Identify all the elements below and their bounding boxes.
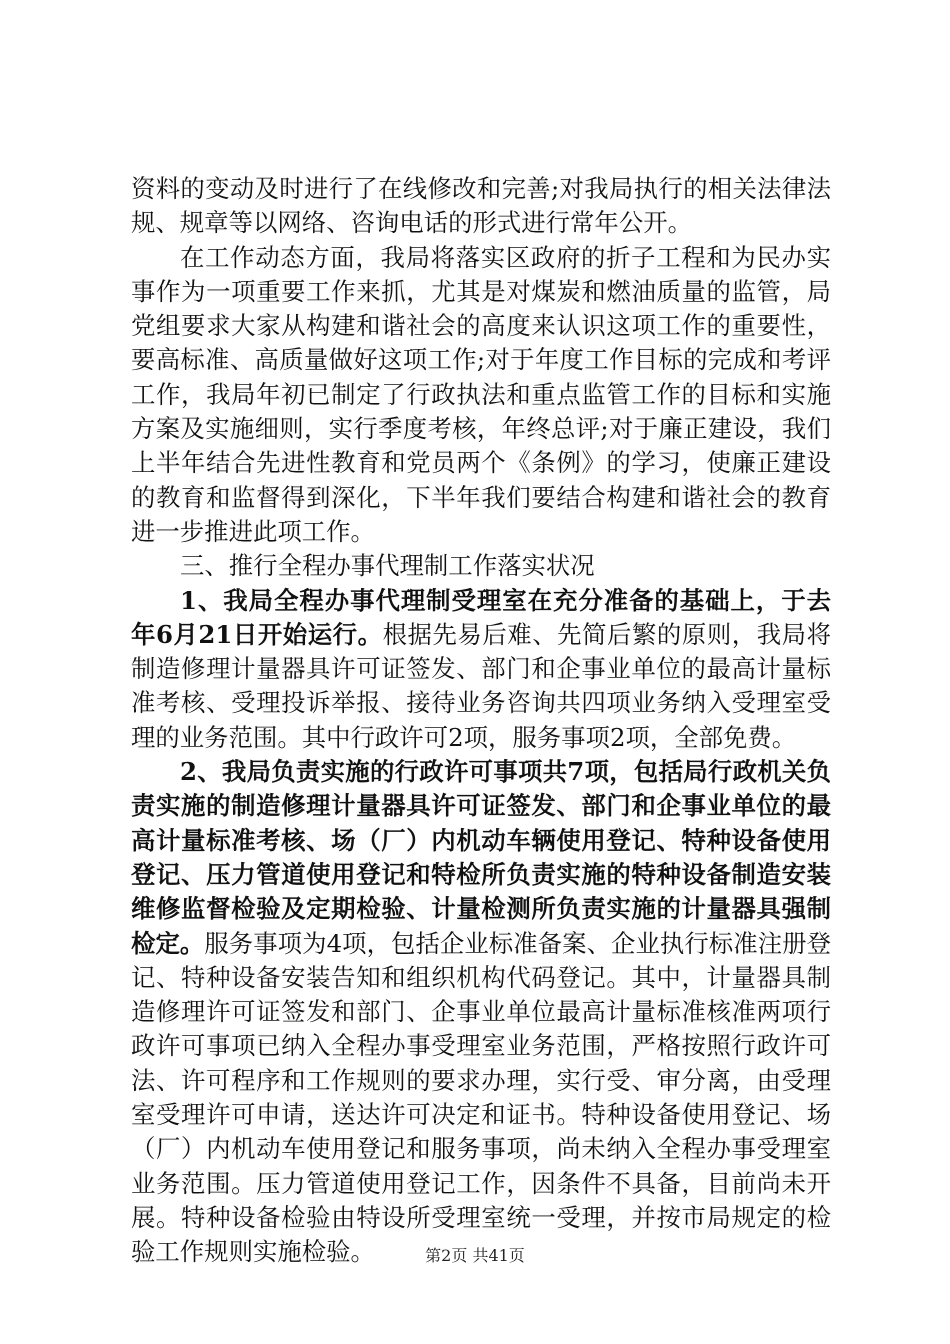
paragraph-item-1-body: 根据先易后难、先简后繁的原则，我局将制造修理计量器具许可证签发、部门和企事业单位的最高计量标准考核、受理投诉举报、接待业务咨询共四项业务纳入受理室受理的业务范围。其中行政许可2项，服务事项2项，全部免费。 (131, 619, 831, 752)
paragraph-item-1-lead: 1、我局全程办事代理制受理室在充分准备的基础上，于去年6月21日开始运行。 (131, 585, 831, 649)
paragraph-item-1 (131, 584, 831, 755)
section-heading-3: 三、推行全程办事代理制工作落实状况 (180, 551, 595, 581)
paragraph-item-2-lead: 2、我局负责实施的行政许可事项共7项，包括局行政机关负责实施的制造修理计量器具许可证签发、部门和企事业单位的最高计量标准考核、场（厂）内机动车辆使用登记、特种设备使用登记、压力管道使用登记和特检所负责实施的特种设备制造安装维修监督检验及定期检验、计量检测所负责实施的计量器具强制检定。 (131, 757, 831, 958)
paragraph-item-2 (131, 755, 831, 1269)
page-number-footer: 第2页 共41页 (425, 1246, 525, 1265)
paragraph-item-2-body: 服务事项为4项，包括企业标准备案、企业执行标准注册登记、特种设备安装告知和组织机构代码登记。其中，计量器具制造修理许可证签发和部门、企事业单位最高计量标准核准两项行政许可事项已纳入全程办事受理室业务范围，严格按照行政许可法、许可程序和工作规则的要求办理，实行受、审分离，由受理室受理许可申请，送达许可决定和证书。特种设备使用登记、场（厂）内机动车使用登记和服务事项，尚未纳入全程办事受理室业务范围。压力管道使用登记工作，因条件不具备，目前尚未开展。特种设备检验由特设所受理室统一受理，并按市局规定的检验工作规则实施检验。 (131, 928, 831, 1267)
document-body (131, 172, 831, 1270)
paragraph-1: 资料的变动及时进行了在线修改和完善;对我局执行的相关法律法规、规章等以网络、咨询电话的形式进行常年公开。 (131, 174, 831, 238)
paragraph-work-dynamics: 在工作动态方面，我局将落实区政府的折子工程和为民办实事作为一项重要工作来抓，尤其是对煤炭和燃油质量的监管，局党组要求大家从构建和谐社会的高度来认识这项工作的重要性，要高标准、高质量做好这项工作;对于年度工作目标的完成和考评工作，我局年初已制定了行政执法和重点监管工作的目标和实施方案及实施细则，实行季度考核，年终总评;对于廉正建设，我们上半年结合先进性教育和党员两个《条例》的学习，使廉正建设的教育和监督得到深化，下半年我们要结合构建和谐社会的教育进一步推进此项工作。 (131, 242, 831, 546)
